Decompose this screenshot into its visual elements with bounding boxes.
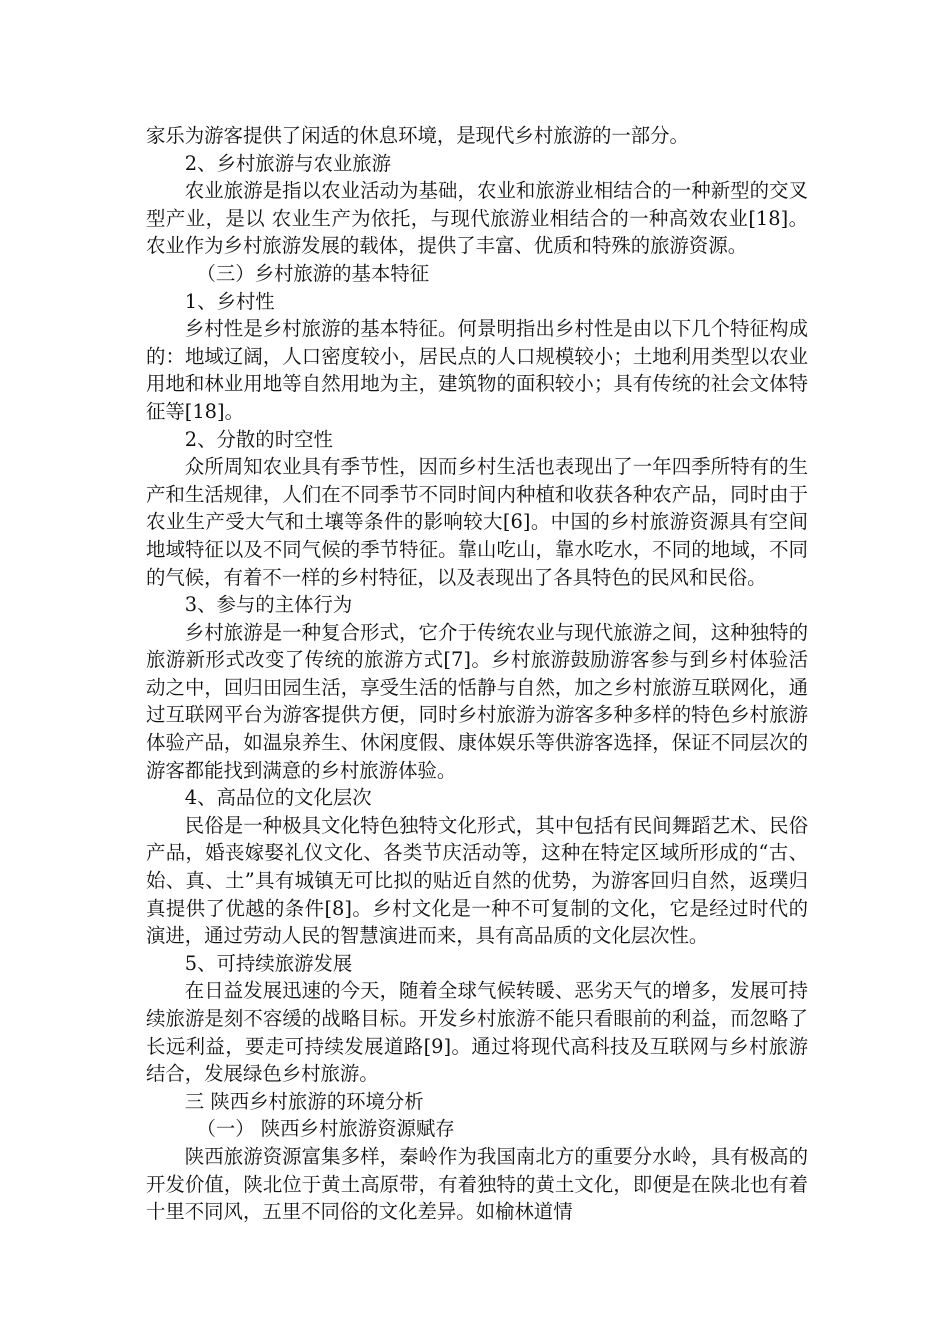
paragraph-continued: 家乐为游客提供了闲适的休息环境，是现代乡村旅游的一部分。 bbox=[146, 124, 689, 147]
document-page bbox=[146, 122, 808, 1226]
section-heading-rural-vs-agri-tourism: 2、乡村旅游与农业旅游 bbox=[184, 151, 392, 175]
paragraph-rurality: 乡村性是乡村旅游的基本特征。何景明指出乡村性是由以下几个特征构成的：地域辽阔，人口密度较小，居民点的人口规模较小；土地利用类型以农业用地和林业用地等自然用地为主，建筑物的面积较小；具有传统的社会文体特征等[18]。 bbox=[146, 317, 808, 423]
chapter-heading-shaanxi-analysis: 三 陕西乡村旅游的环境分析 bbox=[184, 1089, 424, 1113]
paragraph-participation: 乡村旅游是一种复合形式，它介于传统农业与现代旅游之间，这种独特的旅游新形式改变了传统的旅游方式[7]。乡村旅游鼓励游客参与到乡村体验活动之中，回归田园生活，享受生活的恬静与自然，加之乡村旅游互联网化，通过互联网平台为游客提供方便，同时乡村旅游为游客多种多样的特色乡村旅游体验产品，如温泉养生、休闲度假、康体娱乐等供游客选择，保证不同层次的游客都能找到满意的乡村旅游体验。 bbox=[146, 620, 808, 782]
section-heading-shaanxi-resources: （一） 陕西乡村旅游资源赋存 bbox=[196, 1117, 455, 1141]
paragraph-culture: 民俗是一种极具文化特色独特文化形式，其中包括有民间舞蹈艺术、民俗产品，婚丧嫁娶礼仪文化、各类节庆活动等，这种在特定区域所形成的“古、始、真、土”具有城镇无可比拟的贴近自然的优势，为游客回归自然，返璞归真提供了优越的条件[8]。乡村文化是一种不可复制的文化，它是经过时代的演进，通过劳动人民的智慧演进而来，具有高品质的文化层次性。 bbox=[146, 813, 808, 948]
paragraph-sustainable: 在日益发展迅速的今天，随着全球气候转暖、恶劣天气的增多，发展可持续旅游是刻不容缓的战略目标。开发乡村旅游不能只看眼前的利益，而忽略了长远利益，要走可持续发展道路[9]。通过将现代高科技及互联网与乡村旅游结合，发展绿色乡村旅游。 bbox=[146, 979, 808, 1086]
section-heading-participation: 3、参与的主体行为 bbox=[184, 593, 353, 617]
paragraph-shaanxi-resources: 陕西旅游资源富集多样，秦岭作为我国南北方的重要分水岭，具有极高的开发价值，陕北位于黄土高原带，有着独特的黄土文化，即便是在陕北也有着十里不同风，五里不同俗的文化差异。如榆林道情 bbox=[146, 1144, 808, 1224]
section-heading-rurality: 1、乡村性 bbox=[184, 289, 275, 313]
section-heading-spatiotemporal: 2、分散的时空性 bbox=[184, 427, 333, 451]
paragraph-spatiotemporal: 众所周知农业具有季节性，因而乡村生活也表现出了一年四季所特有的生产和生活规律，人们在不同季节不同时间内种植和收获各种农产品，同时由于农业生产受大气和土壤等条件的影响较大[6]。中国的乡村旅游资源具有空间地域特征以及不同气候的季节特征。靠山吃山，靠水吃水，不同的地域，不同的气候，有着不一样的乡村特征，以及表现出了各具特色的民风和民俗。 bbox=[146, 455, 808, 589]
paragraph-agri-tourism: 农业旅游是指以农业活动为基础，农业和旅游业相结合的一种新型的交叉型产业，是以 农业生产为依托，与现代旅游业相结合的一种高效农业[18]。农业作为乡村旅游发展的载体，提供了丰富、优质和特殊的旅游资源。 bbox=[146, 179, 808, 258]
section-heading-basic-features: （三）乡村旅游的基本特征 bbox=[196, 261, 430, 285]
section-heading-culture: 4、高品位的文化层次 bbox=[184, 786, 372, 810]
section-heading-sustainable: 5、可持续旅游发展 bbox=[184, 951, 353, 975]
